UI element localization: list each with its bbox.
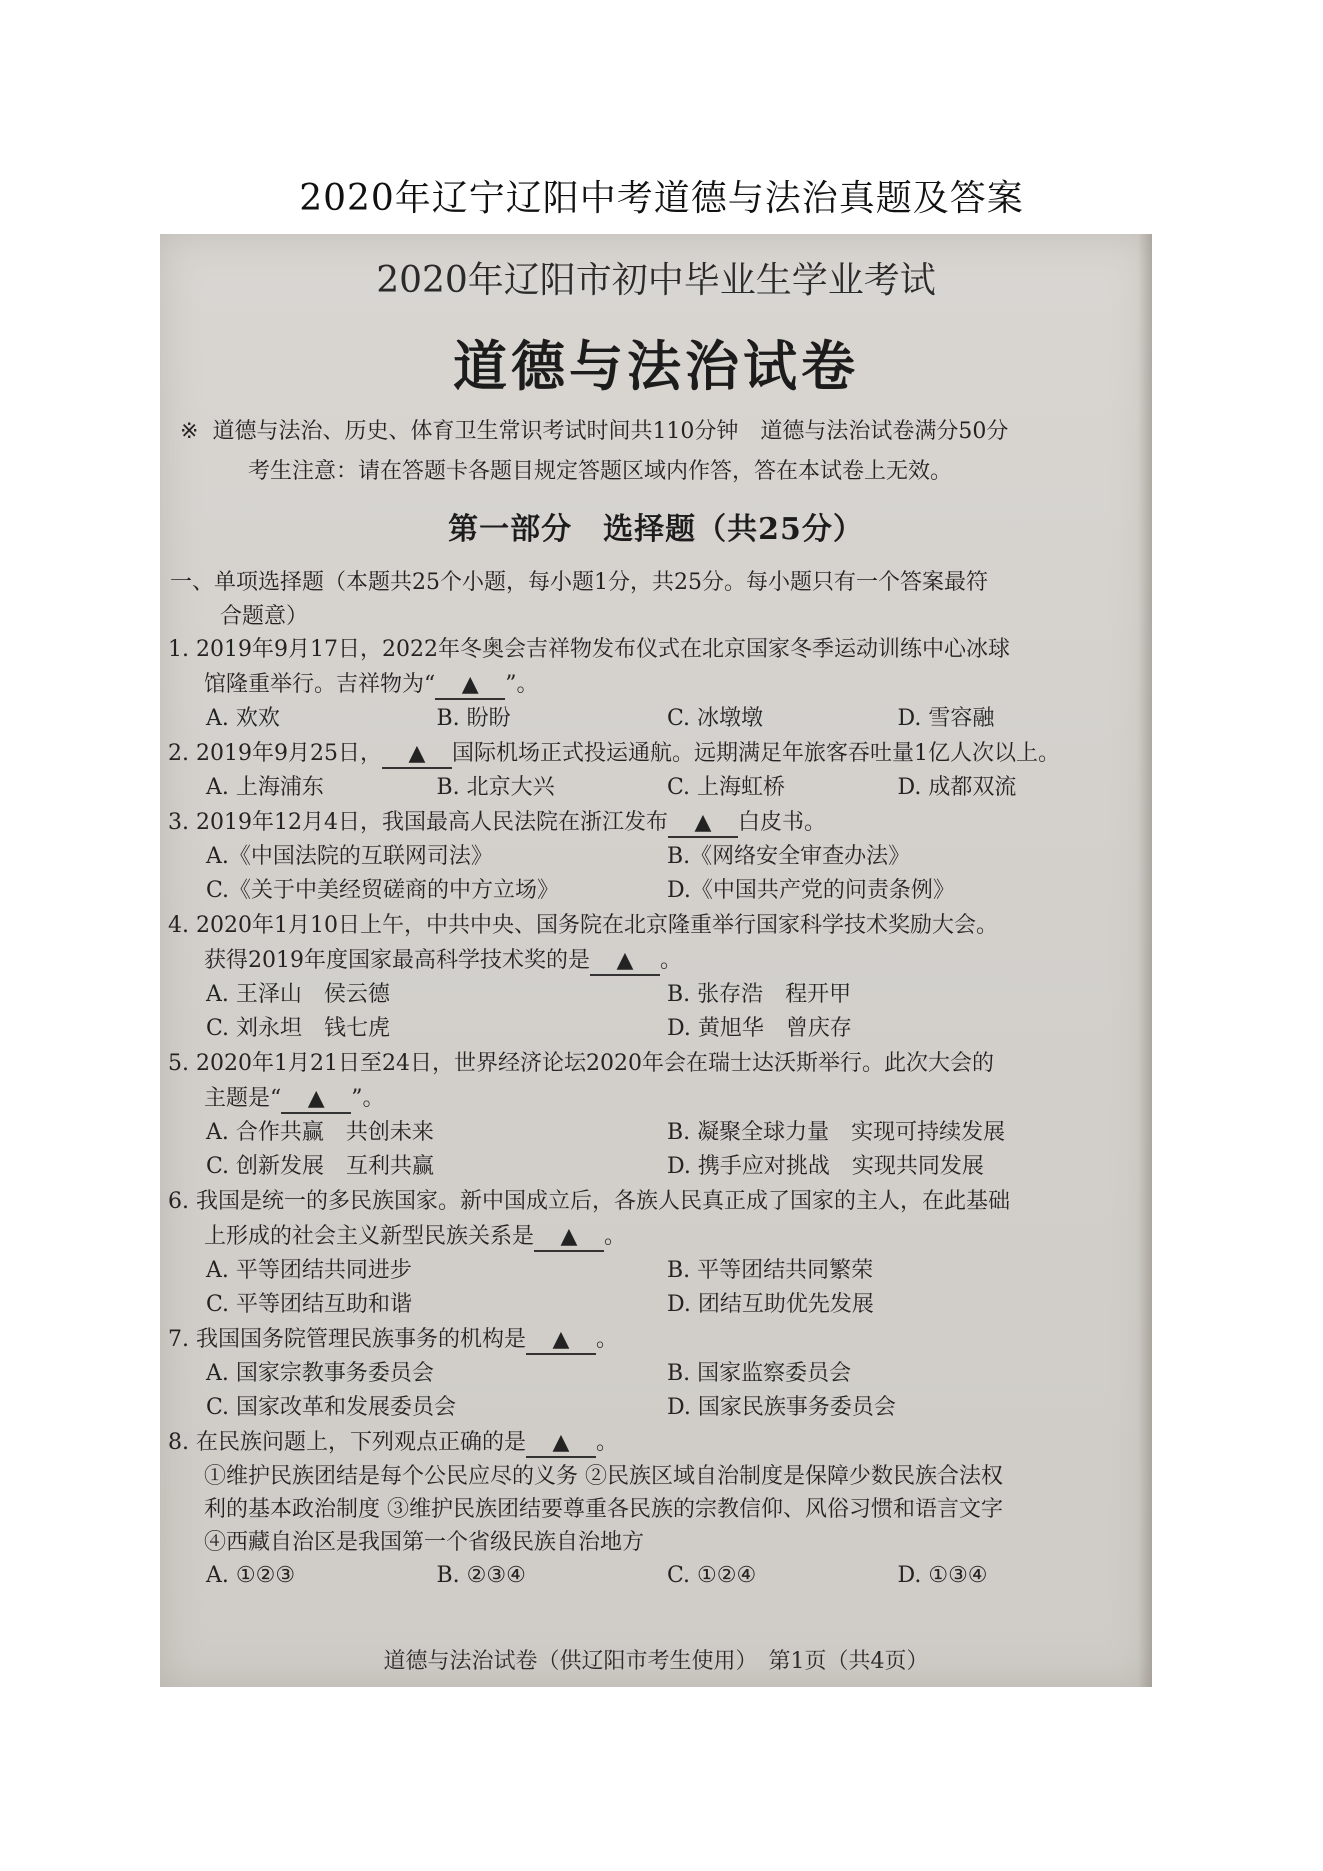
- option-b: B. 北京大兴: [436, 775, 555, 800]
- question-stem: 白皮书。: [737, 810, 826, 835]
- option-b: B. 国家监察委员会: [667, 1361, 852, 1386]
- option-c: C. ①②④: [667, 1563, 757, 1588]
- option-b: B. 平等团结共同繁荣: [667, 1258, 874, 1283]
- exam-title: 2020年辽阳市初中毕业生学业考试: [376, 260, 936, 301]
- question-list: [168, 632, 1128, 1593]
- option-c: C.《关于中美经贸磋商的中方立场》: [206, 878, 560, 903]
- answer-blank: ▲: [590, 948, 660, 976]
- part-heading: 第一部分 选择题（共25分）: [448, 512, 864, 547]
- question-stem: 2. 2019年9月25日，: [168, 741, 382, 766]
- option-b: B. 凝聚全球力量 实现可持续发展: [667, 1120, 1006, 1145]
- option-b: B. 张存浩 程开甲: [667, 982, 852, 1007]
- exam-time-notice: 道德与法治、历史、体育卫生常识考试时间共110分钟 道德与法治试卷满分50分: [212, 419, 1009, 444]
- question-stem: 主题是“: [204, 1086, 282, 1111]
- answer-blank: ▲: [382, 741, 452, 769]
- question-stem: 。: [604, 1224, 627, 1249]
- question-6: [168, 1184, 1128, 1322]
- question-stem: 上形成的社会主义新型民族关系是: [204, 1224, 535, 1249]
- section-line-2: 合题意）: [220, 604, 309, 629]
- question-stem: 5. 2020年1月21日至24日，世界经济论坛2020年会在瑞士达沃斯举行。此次大会的: [168, 1051, 994, 1076]
- question-4: [168, 908, 1128, 1046]
- answer-blank: ▲: [534, 1224, 604, 1252]
- question-stem: 获得2019年度国家最高科学技术奖的是: [204, 948, 590, 973]
- question-stem: 国际机场正式投运通航。远期满足年旅客吞吐量1亿人次以上。: [451, 741, 1060, 766]
- question-stem: 3. 2019年12月4日，我国最高人民法院在浙江发布: [168, 810, 668, 835]
- question-1: [168, 632, 1128, 736]
- option-c: C. 上海虹桥: [667, 775, 786, 800]
- statement-line: ①维护民族团结是每个公民应尽的义务 ②民族区域自治制度是保障少数民族合法权: [204, 1464, 1003, 1489]
- option-d: D. 携手应对挑战 实现共同发展: [667, 1154, 984, 1179]
- question-7: [168, 1322, 1128, 1425]
- option-d: D. 成都双流: [897, 775, 1017, 800]
- option-d: D.《中国共产党的问责条例》: [667, 878, 955, 903]
- section-instructions: [170, 566, 1130, 634]
- option-a: A. 平等团结共同进步: [206, 1258, 412, 1283]
- option-d: D. 黄旭华 曾庆存: [667, 1016, 852, 1041]
- option-d: D. ①③④: [897, 1563, 988, 1588]
- subject-title: 道德与法治试卷: [453, 334, 859, 398]
- option-b: B.《网络安全审查办法》: [667, 844, 911, 869]
- option-a: A. 国家宗教事务委员会: [206, 1361, 434, 1386]
- question-stem: ”。: [505, 672, 539, 697]
- option-b: B. 盼盼: [436, 706, 511, 731]
- page-footer: 道德与法治试卷（供辽阳市考生使用） 第1页（共4页）: [383, 1649, 929, 1674]
- question-stem: 7. 我国国务院管理民族事务的机构是: [168, 1327, 526, 1352]
- question-stem: 。: [596, 1327, 619, 1352]
- option-a: A. 欢欢: [206, 706, 280, 731]
- scanned-exam-page: [160, 234, 1152, 1687]
- statement-line: 利的基本政治制度 ③维护民族团结要尊重各民族的宗教信仰、风俗习惯和语言文字: [204, 1497, 1003, 1522]
- question-3: [168, 805, 1128, 908]
- answer-blank: ▲: [435, 672, 505, 700]
- option-b: B. ②③④: [436, 1563, 526, 1588]
- question-stem: 。: [660, 948, 683, 973]
- page-edge-shadow: [1138, 234, 1152, 1687]
- option-d: D. 国家民族事务委员会: [667, 1395, 896, 1420]
- option-c: C. 国家改革和发展委员会: [206, 1395, 457, 1420]
- document-title: 2020年辽宁辽阳中考道德与法治真题及答案: [299, 178, 1024, 219]
- answer-blank: ▲: [281, 1086, 351, 1114]
- question-stem: 6. 我国是统一的多民族国家。新中国成立后，各族人民真正成了国家的主人，在此基础: [168, 1189, 1010, 1214]
- candidate-notice: 考生注意：请在答题卡各题目规定答题区域内作答，答在本试卷上无效。: [248, 459, 953, 484]
- section-line-1: 一、单项选择题（本题共25个小题，每小题1分，共25分。每小题只有一个答案最符: [170, 570, 988, 595]
- option-c: C. 创新发展 互利共赢: [206, 1154, 435, 1179]
- question-8: [168, 1425, 1128, 1593]
- answer-blank: ▲: [526, 1430, 596, 1458]
- exam-notice: [180, 414, 1140, 445]
- option-a: A. 合作共赢 共创未来: [206, 1120, 434, 1145]
- option-c: C. 刘永坦 钱七虎: [206, 1016, 391, 1041]
- question-stem: 1. 2019年9月17日，2022年冬奥会吉祥物发布仪式在北京国家冬季运动训练中心冰球: [168, 637, 1010, 662]
- question-2: [168, 736, 1128, 805]
- question-stem: 馆隆重举行。吉祥物为“: [204, 672, 436, 697]
- statement-line: ④西藏自治区是我国第一个省级民族自治地方: [204, 1530, 645, 1555]
- question-5: [168, 1046, 1128, 1184]
- reference-mark-icon: ※: [180, 419, 199, 444]
- option-a: A.《中国法院的互联网司法》: [206, 844, 493, 869]
- statement-list: [168, 1460, 1128, 1559]
- option-c: C. 平等团结互助和谐: [206, 1292, 413, 1317]
- answer-blank: ▲: [526, 1327, 596, 1355]
- option-a: A. ①②③: [206, 1563, 296, 1588]
- option-c: C. 冰墩墩: [667, 706, 764, 731]
- option-a: A. 王泽山 侯云德: [206, 982, 390, 1007]
- option-d: D. 团结互助优先发展: [667, 1292, 874, 1317]
- option-a: A. 上海浦东: [206, 775, 324, 800]
- option-d: D. 雪容融: [897, 706, 995, 731]
- question-stem: ”。: [351, 1086, 385, 1111]
- question-stem: 4. 2020年1月10日上午，中共中央、国务院在北京隆重举行国家科学技术奖励大会。: [168, 913, 998, 938]
- question-stem: 。: [596, 1430, 619, 1455]
- question-stem: 8. 在民族问题上，下列观点正确的是: [168, 1430, 526, 1455]
- answer-blank: ▲: [668, 810, 738, 838]
